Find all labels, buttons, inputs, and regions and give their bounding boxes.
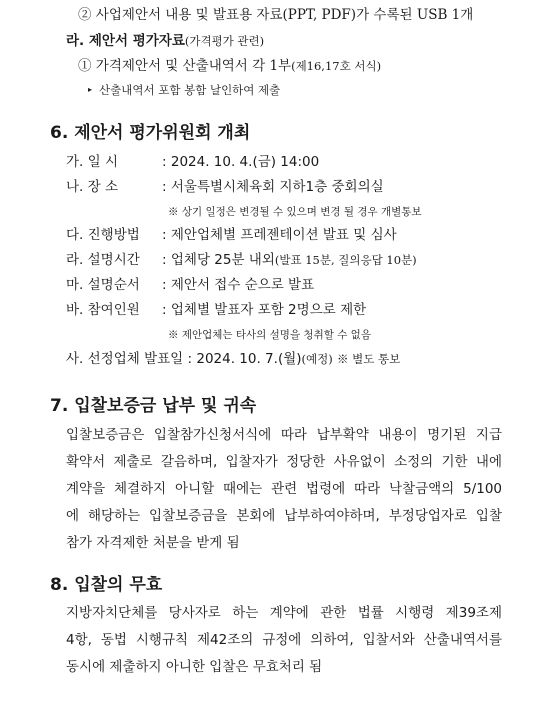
- section7-paragraph-line: 입찰보증금은 입찰참가신청서식에 따라 납부확약 내용이 명기된 지급: [66, 427, 502, 443]
- row-value: 서울특별시체육회 지하1층 중회의실: [170, 179, 384, 195]
- price-proposal-text: ① 가격제안서 및 산출내역서 각 1부: [78, 58, 292, 74]
- row-extra: (발표 15분, 질의응답 10분): [274, 253, 417, 267]
- schedule-row-participants: [66, 301, 366, 319]
- price-proposal-forms: (제16,17호 서식): [291, 59, 382, 73]
- section7-paragraph-line: 계약을 체결하지 아니할 때에는 관련 법령에 따라 낙찰금액의 5/100: [66, 481, 502, 497]
- row-sep: :: [162, 227, 167, 243]
- row-label: 바. 참여인원: [66, 302, 140, 318]
- evaluation-materials-heading: [66, 32, 264, 50]
- schedule-row-place: [66, 178, 384, 196]
- selection-note: ※ 별도 통보: [337, 352, 401, 366]
- selection-tag: (예정): [301, 352, 333, 366]
- row-sep: :: [162, 277, 167, 293]
- section7-paragraph-line: 확약서 제출로 갈음하며, 입찰자가 정당한 사유없이 소정의 기한 내에: [66, 454, 502, 470]
- sealed-submission-bullet: [88, 81, 280, 99]
- row-label: 나. 장 소: [66, 179, 118, 195]
- section7-heading: 7. 입찰보증금 납부 및 귀속: [50, 396, 257, 416]
- row-label: 마. 설명순서: [66, 277, 140, 293]
- selection-sep: :: [187, 351, 193, 367]
- schedule-row-method: [66, 226, 397, 244]
- selection-date: 2024. 10. 7.(월): [196, 351, 302, 367]
- evaluation-materials-note: (가격평가 관련): [184, 34, 265, 48]
- sealed-submission-text: 산출내역서 포함 봉함 날인하여 제출: [99, 83, 281, 97]
- usb-item-line: ② 사업제안서 내용 및 발표용 자료(PPT, PDF)가 수록된 USB 1개: [78, 7, 474, 23]
- schedule-row-duration: [66, 251, 417, 269]
- schedule-row-order: [66, 276, 314, 294]
- section8-heading: 8. 입찰의 무효: [50, 575, 163, 595]
- selection-label: 사. 선정업체 발표일: [66, 351, 184, 367]
- participants-note: ※ 제안업체는 타사의 설명을 청취할 수 없음: [168, 329, 371, 341]
- row-label: 라. 설명시간: [66, 252, 140, 268]
- selection-announcement-row: [66, 350, 400, 368]
- row-value: 제안업체별 프레젠테이션 발표 및 심사: [170, 227, 397, 243]
- schedule-change-note: ※ 상기 일정은 변경될 수 있으며 변경 될 경우 개별통보: [168, 206, 422, 218]
- schedule-row-datetime: [66, 153, 319, 171]
- section8-paragraph-line: 동시에 제출하지 아니한 입찰은 무효처리 됨: [66, 659, 323, 675]
- row-label: 가. 일 시: [66, 154, 118, 170]
- section8-paragraph-line: 지방자치단체를 당사자로 하는 계약에 관한 법률 시행령 제39조제: [66, 605, 502, 621]
- row-value: 업체당 25분 내외: [170, 252, 275, 268]
- evaluation-materials-title: 라. 제안서 평가자료: [66, 33, 185, 49]
- row-label: 다. 진행방법: [66, 227, 140, 243]
- row-value: 업체별 발표자 포함 2명으로 제한: [170, 302, 367, 318]
- triangle-bullet-icon: ▸: [88, 85, 93, 94]
- row-sep: :: [162, 302, 167, 318]
- price-proposal-item: [78, 57, 381, 75]
- row-sep: :: [162, 252, 167, 268]
- section8-paragraph-line: 4항, 동법 시행규칙 제42조의 규정에 의하여, 입찰서와 산출내역서를: [66, 632, 502, 648]
- row-value: 제안서 접수 순으로 발표: [170, 277, 315, 293]
- section7-paragraph-line: 에 해당하는 입찰보증금을 본회에 납부하여야하며, 부정당업자로 입찰: [66, 508, 502, 524]
- section6-heading: 6. 제안서 평가위원회 개최: [50, 123, 251, 143]
- row-sep: :: [162, 154, 167, 170]
- section7-paragraph-line: 참가 자격제한 처분을 받게 됨: [66, 535, 240, 551]
- row-value: 2024. 10. 4.(금) 14:00: [170, 154, 320, 170]
- row-sep: :: [162, 179, 167, 195]
